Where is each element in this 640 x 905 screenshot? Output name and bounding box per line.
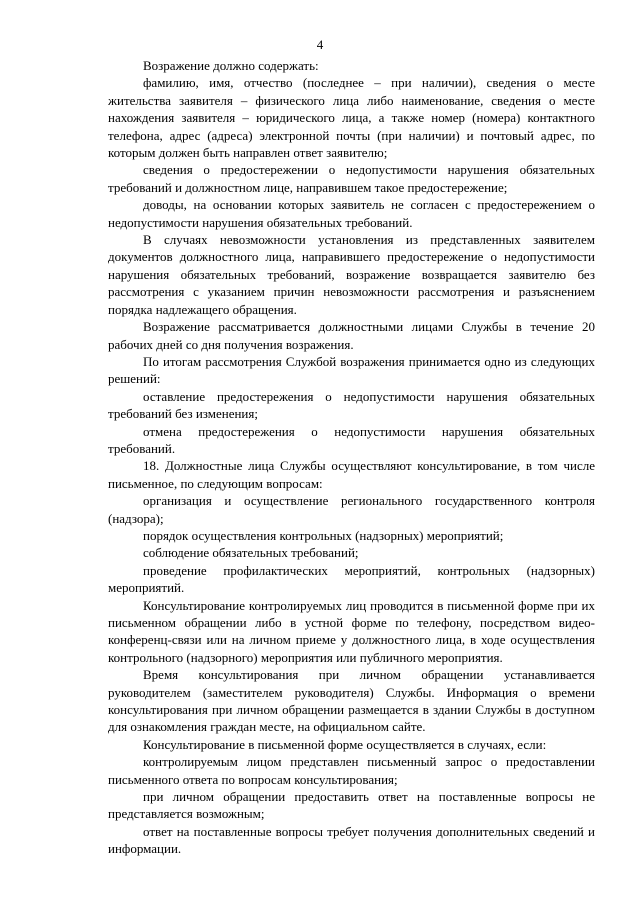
- paragraph: отмена предостережения о недопустимости нарушения обязательных требований.: [108, 423, 595, 456]
- paragraph: 18. Должностные лица Службы осуществляют консультирование, в том числе письменное, по следующим вопросам:: [108, 458, 595, 491]
- paragraph: Время консультирования при личном обращении устанавливается руководителем (заместителем руководителя) Службы. Информация о времени консультирования при личном обращении размещается в здании Службы в доступном для ознакомления граждан месте, на официальном сайте.: [108, 667, 595, 735]
- paragraph: проведение профилактических мероприятий, контрольных (надзорных) мероприятий.: [108, 562, 595, 596]
- paragraph: Возражение должно содержать:: [143, 58, 319, 73]
- paragraph: фамилию, имя, отчество (последнее – при наличии), сведения о месте жительства заявителя – физического лица либо наименование, сведения о месте нахождения заявителя – юридического лица, а также номер (номера) контактного телефона, адрес (адреса) электронной почты (при наличии) и почтовый адрес, по которым должен быть направлен ответ заявителю;: [108, 75, 595, 161]
- paragraph: сведения о предостережении о недопустимости нарушения обязательных требований и должностном лице, направившем такое предостережение;: [108, 162, 595, 195]
- paragraph: Консультирование в письменной форме осуществляется в случаях, если:: [143, 736, 547, 752]
- paragraph: ответ на поставленные вопросы требует получения дополнительных сведений и информации.: [108, 823, 595, 857]
- paragraph: По итогам рассмотрения Службой возражения принимается одно из следующих решений:: [108, 353, 595, 387]
- paragraph: организация и осуществление регионального государственного контроля (надзора);: [108, 493, 595, 526]
- document-body: [108, 57, 595, 858]
- paragraph: оставление предостережения о недопустимости нарушения обязательных требований без изменения;: [108, 388, 595, 422]
- paragraph: при личном обращении предоставить ответ на поставленные вопросы не представляется возможным;: [108, 789, 595, 822]
- paragraph: соблюдение обязательных требований;: [143, 545, 359, 561]
- page-number: 4: [316, 37, 324, 52]
- paragraph: В случаях невозможности установления из представленных заявителем документов должностного лица, направившего предостережение о недопустимости нарушения обязательных требований, возражение возвращается заявителю без рассмотрения с указанием причин невозможности рассмотрения и разъяснением порядка надлежащего обращения.: [108, 232, 595, 317]
- paragraph: доводы, на основании которых заявитель не согласен с предостережением о недопустимости нарушения обязательных требований.: [108, 197, 595, 230]
- paragraph: Консультирование контролируемых лиц проводится в письменной форме при их письменном обращении либо в устной форме по телефону, посредством видео-конференц-связи или на личном приеме у должностного лица, в ходе осуществления контрольного (надзорного) мероприятия или публичного мероприятия.: [108, 597, 595, 665]
- paragraph: контролируемым лицом представлен письменный запрос о предоставлении письменного ответа по вопросам консультирования;: [108, 754, 595, 787]
- paragraph: порядок осуществления контрольных (надзорных) мероприятий;: [143, 527, 504, 543]
- paragraph: Возражение рассматривается должностными лицами Службы в течение 20 рабочих дней со дня получения возражения.: [108, 319, 595, 352]
